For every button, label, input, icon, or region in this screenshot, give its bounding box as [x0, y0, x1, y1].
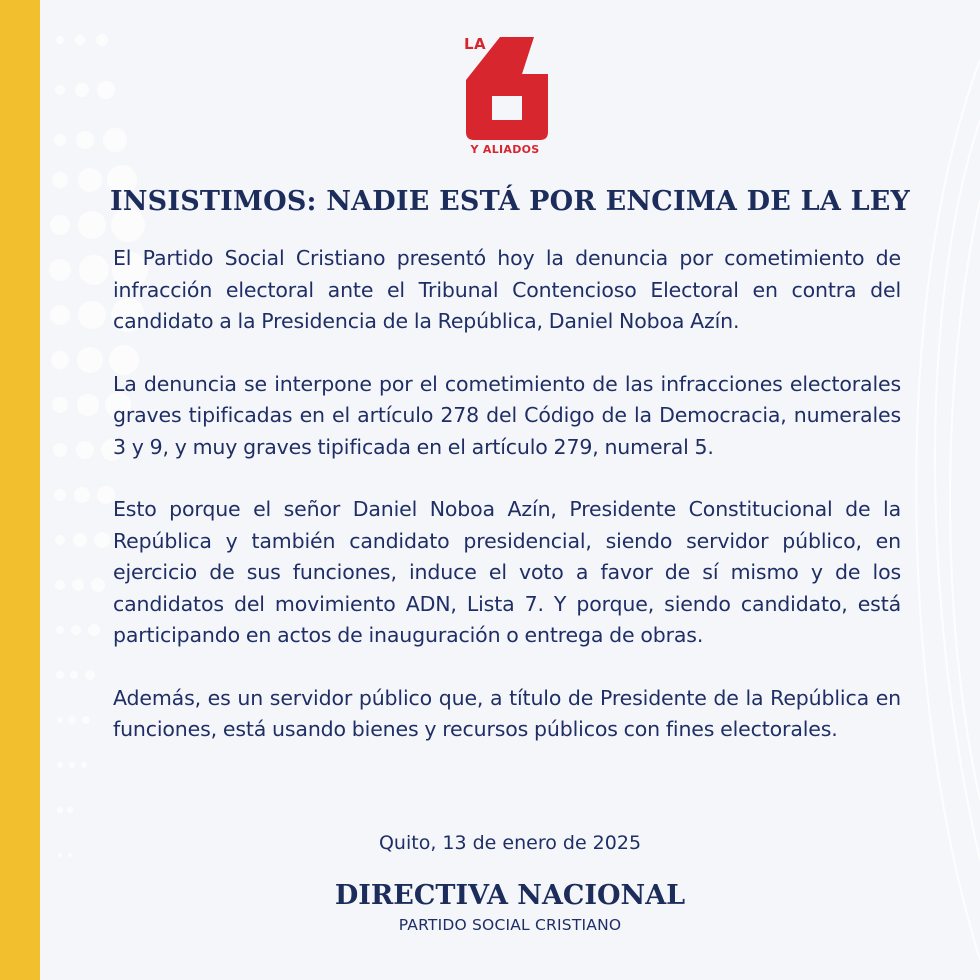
organization-name: PARTIDO SOCIAL CRISTIANO [398, 916, 622, 934]
headline: INSISTIMOS: NADIE ESTÁ POR ENCIMA DE LA LEY [109, 186, 911, 217]
logo-top-text: LA [464, 35, 487, 53]
paragraph-3: Esto porque el señor Daniel Noboa Azín, Presidente Constitucional de la República y también candidato presidencial, siendo servidor público, en ejercicio de sus funciones, induce el voto a favor de sí mismo y de los candidatos del movimiento ADN, Lista 7. Y porque, siendo candidato, está participando en actos de inauguración o entrega de obras. [113, 497, 901, 647]
place-date: Quito, 13 de enero de 2025 [378, 832, 642, 854]
statement-body [113, 243, 901, 777]
party-logo [462, 34, 552, 162]
logo-bottom-text: Y ALIADOS [470, 143, 540, 156]
paragraph-4: Además, es un servidor público que, a título de Presidente de la República en funciones, está usando bienes y recursos públicos con fines electorales. [113, 685, 901, 741]
signer-title: DIRECTIVA NACIONAL [334, 880, 686, 911]
paragraph-2: La denuncia se interpone por el cometimiento de las infracciones electorales graves tipificadas en el artículo 278 del Código de la Democracia, numerales 3 y 9, y muy graves tipificada en el artículo 279, numeral 5. [113, 371, 901, 459]
paragraph-1: El Partido Social Cristiano presentó hoy la denuncia por cometimiento de infracción electoral ante el Tribunal Contencioso Electoral en contra del candidato a la Presidencia de la República, Daniel Noboa Azín. [113, 246, 901, 333]
side-accent-stripe [0, 0, 40, 980]
